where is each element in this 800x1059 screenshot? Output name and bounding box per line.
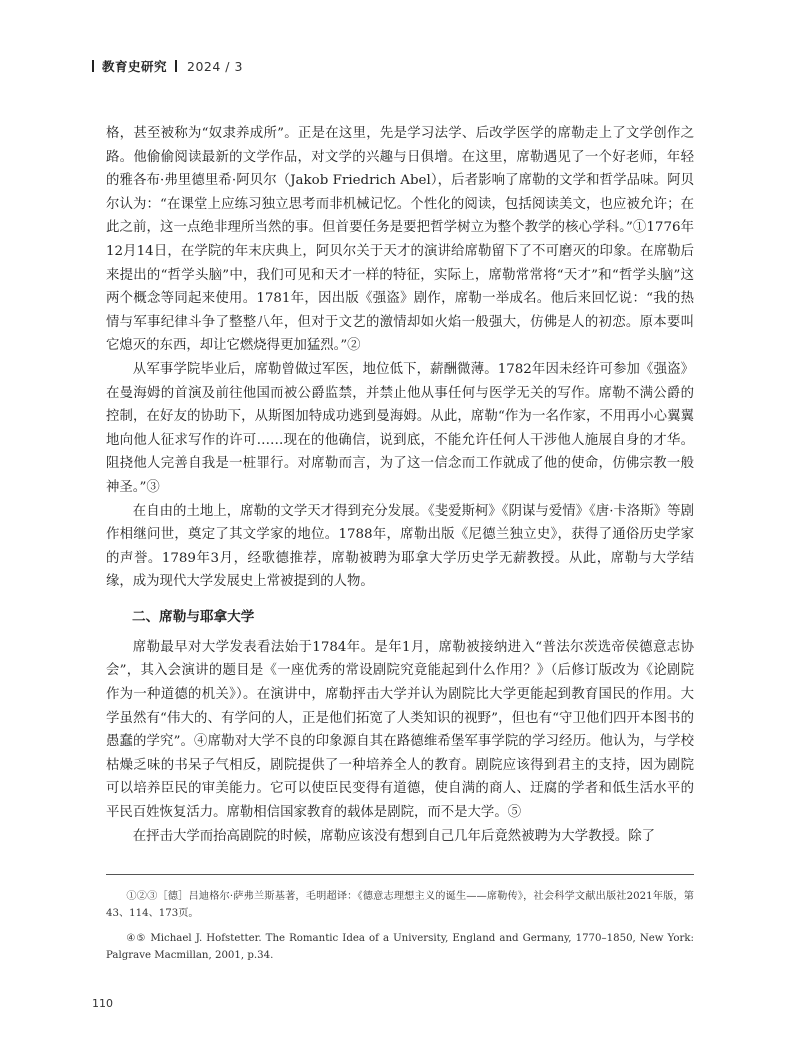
footnote-2: ④⑤ Michael J. Hofstetter. The Romantic Idea of a University, England and Germany, 1770–1850, New York: Palgrave Macmillan, 2001, p.34. — [106, 933, 694, 961]
page-number: 110 — [92, 997, 113, 1010]
running-header — [92, 56, 243, 76]
journal-name: 教育史研究 — [102, 59, 168, 74]
section-heading: 二、席勒与耶拿大学 — [132, 608, 255, 625]
issue-number: 2024 / 3 — [187, 58, 243, 74]
footnote-1: ①②③［德］吕迪格尔·萨弗兰斯基著，毛明超译：《德意志理想主义的诞生——席勒传》，社会科学文献出版社2021年版，第43、114、173页。 — [106, 891, 694, 919]
paragraph-2: 从军事学院毕业后，席勒曾做过军医，地位低下，薪酬微薄。1782年因未经许可参加《强盗》在曼海姆的首演及前往他国而被公爵监禁，并禁止他从事任何与医学无关的写作。席勒不满公爵的控制，在好友的协助下，从斯图加特成功逃到曼海姆。从此，席勒“作为一名作家，不用再小心翼翼地向他人征求写作的许可……现在的他确信，说到底，不能允许任何人干涉他人施展自身的才华。阻挠他人完善自我是一桩罪行。对席勒而言，为了这一信念而工作就成了他的使命，仿佛宗教一般神圣。”③ — [106, 361, 694, 495]
paragraph-5: 在抨击大学而抬高剧院的时候，席勒应该没有想到自己几年后竟然被聘为大学教授。除了 — [132, 828, 656, 844]
paragraph-4: 席勒最早对大学发表看法始于1784年。是年1月，席勒被接纳进入“普法尔茨选帝侯德意志协会”，其入会演讲的题目是《一座优秀的常设剧院究竟能起到什么作用？》（后修订版改为《论剧院作为一种道德的机关》）。在演讲中，席勒抨击大学并认为剧院比大学更能起到教育国民的作用。大学虽然有“伟大的、有学问的人，正是他们拓宽了人类知识的视野”，但也有“守卫他们四开本图书的愚蠢的学究”。④席勒对大学不良的印象源自其在路德维希堡军事学院的学习经历。他认为，与学校枯燥乏味的书呆子气相反，剧院提供了一种培养全人的教育。剧院应该得到君主的支持，因为剧院可以培养臣民的审美能力。它可以使臣民变得有道德，使自满的商人、迂腐的学者和低生活水平的平民百姓恢复活力。席勒相信国家教育的载体是剧院，而不是大学。⑤ — [106, 639, 694, 821]
paragraph-3: 在自由的土地上，席勒的文学天才得到充分发展。《斐爱斯柯》《阴谋与爱情》《唐·卡洛斯》等剧作相继问世，奠定了其文学家的地位。1788年，席勒出版《尼德兰独立史》，获得了通俗历史学家的声誉。1789年3月，经歌德推荐，席勒被聘为耶拿大学历史学无薪教授。从此，席勒与大学结缘，成为现代大学发展史上常被提到的人物。 — [106, 503, 694, 590]
footnote-divider — [106, 874, 694, 875]
article-body — [106, 122, 694, 848]
paragraph-1: 格，甚至被称为“奴隶养成所”。正是在这里，先是学习法学、后改学医学的席勒走上了文学创作之路。他偷偷阅读最新的文学作品，对文学的兴趣与日俱增。在这里，席勒遇见了一个好老师，年轻的雅各布·弗里德里希·阿贝尔（Jakob Friedrich Abel），后者影响了席勒的文学和哲学品味。阿贝尔认为：“在课堂上应练习独立思考而非机械记忆。个性化的阅读，包括阅读美文，也应被允许；在此之前，这一点绝非理所当然的事。但首要任务是要把哲学树立为整个教学的核心学科。”①1776年12月14日，在学院的年末庆典上，阿贝尔关于天才的演讲给席勒留下了不可磨灭的印象。在席勒后来提出的“哲学头脑”中，我们可见和天才一样的特征，实际上，席勒常常将“天才”和“哲学头脑”这两个概念等同起来使用。1781年，因出版《强盗》剧作，席勒一举成名。他后来回忆说：“我的热情与军事纪律斗争了整整八年，但对于文艺的激情却如火焰一般强大，仿佛是人的初恋。原本要叫它熄灭的东西，却让它燃烧得更加猛烈。”② — [106, 126, 694, 354]
header-bar-right — [175, 60, 177, 72]
footnotes — [106, 888, 694, 972]
header-bar-left — [92, 60, 94, 72]
